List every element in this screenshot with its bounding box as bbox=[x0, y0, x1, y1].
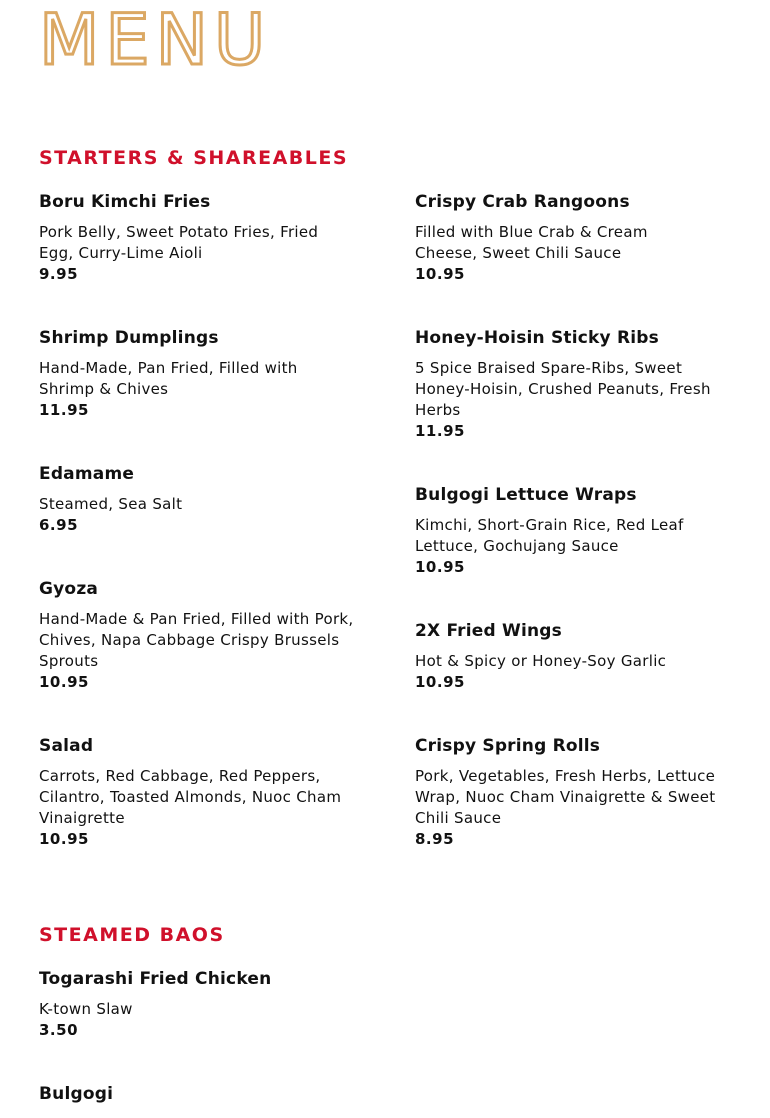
item-price: 10.95 bbox=[39, 830, 89, 848]
item-price: 9.95 bbox=[39, 265, 79, 283]
item-price: 6.95 bbox=[39, 516, 79, 534]
item-price: 3.50 bbox=[39, 1021, 79, 1039]
item-description: Hand-Made, Pan Fried, Filled with Shrimp & Chives bbox=[39, 359, 298, 398]
menu-item bbox=[415, 191, 755, 285]
item-description: Steamed, Sea Salt bbox=[39, 495, 183, 513]
item-name: Boru Kimchi Fries bbox=[39, 192, 211, 212]
item-description: Kimchi, Short-Grain Rice, Red Leaf Lettuce, Gochujang Sauce bbox=[415, 516, 684, 555]
item-price: 10.95 bbox=[415, 673, 465, 691]
item-description: Hand-Made & Pan Fried, Filled with Pork, Chives, Napa Cabbage Crispy Brussels Sprouts bbox=[39, 610, 354, 670]
item-name: 2X Fried Wings bbox=[415, 621, 562, 641]
item-price: 10.95 bbox=[415, 558, 465, 576]
menu-item bbox=[415, 620, 755, 693]
menu-item bbox=[415, 735, 755, 850]
item-description: K-town Slaw bbox=[39, 1000, 133, 1018]
item-description: Pork Belly, Sweet Potato Fries, Fried Egg, Curry-Lime Aioli bbox=[39, 223, 319, 262]
menu-item bbox=[415, 327, 755, 442]
item-price: 11.95 bbox=[415, 422, 465, 440]
item-price: 10.95 bbox=[415, 265, 465, 283]
menu-item bbox=[39, 968, 384, 1041]
item-name: Bulgogi bbox=[39, 1084, 114, 1104]
menu-item bbox=[39, 191, 384, 285]
menu-title: MENU bbox=[39, 0, 272, 81]
menu-item bbox=[39, 735, 384, 850]
item-description: 5 Spice Braised Spare-Ribs, Sweet Honey-Hoisin, Crushed Peanuts, Fresh Herbs bbox=[415, 359, 711, 419]
item-name: Salad bbox=[39, 736, 94, 756]
item-description: Filled with Blue Crab & Cream Cheese, Sweet Chili Sauce bbox=[415, 223, 648, 262]
menu-item bbox=[415, 484, 755, 578]
menu-item bbox=[39, 1083, 384, 1114]
section-title-steamed-baos: STEAMED BAOS bbox=[39, 924, 225, 946]
item-description: Pork, Vegetables, Fresh Herbs, Lettuce Wrap, Nuoc Cham Vinaigrette & Sweet Chili Sauce bbox=[415, 767, 716, 827]
item-name: Togarashi Fried Chicken bbox=[39, 969, 272, 989]
item-name: Crispy Spring Rolls bbox=[415, 736, 601, 756]
item-name: Honey-Hoisin Sticky Ribs bbox=[415, 328, 659, 348]
item-name: Crispy Crab Rangoons bbox=[415, 192, 630, 212]
item-name: Shrimp Dumplings bbox=[39, 328, 219, 348]
item-description: Carrots, Red Cabbage, Red Peppers, Cilantro, Toasted Almonds, Nuoc Cham Vinaigrette bbox=[39, 767, 342, 827]
menu-item bbox=[39, 327, 384, 421]
item-name: Gyoza bbox=[39, 579, 99, 599]
section-title-starters: STARTERS & SHAREABLES bbox=[39, 147, 349, 169]
item-price: 8.95 bbox=[415, 830, 455, 848]
menu-item bbox=[39, 463, 384, 536]
menu-item bbox=[39, 578, 384, 693]
item-name: Bulgogi Lettuce Wraps bbox=[415, 485, 637, 505]
item-description: Hot & Spicy or Honey-Soy Garlic bbox=[415, 652, 667, 670]
item-price: 10.95 bbox=[39, 673, 89, 691]
item-price: 11.95 bbox=[39, 401, 89, 419]
item-name: Edamame bbox=[39, 464, 135, 484]
